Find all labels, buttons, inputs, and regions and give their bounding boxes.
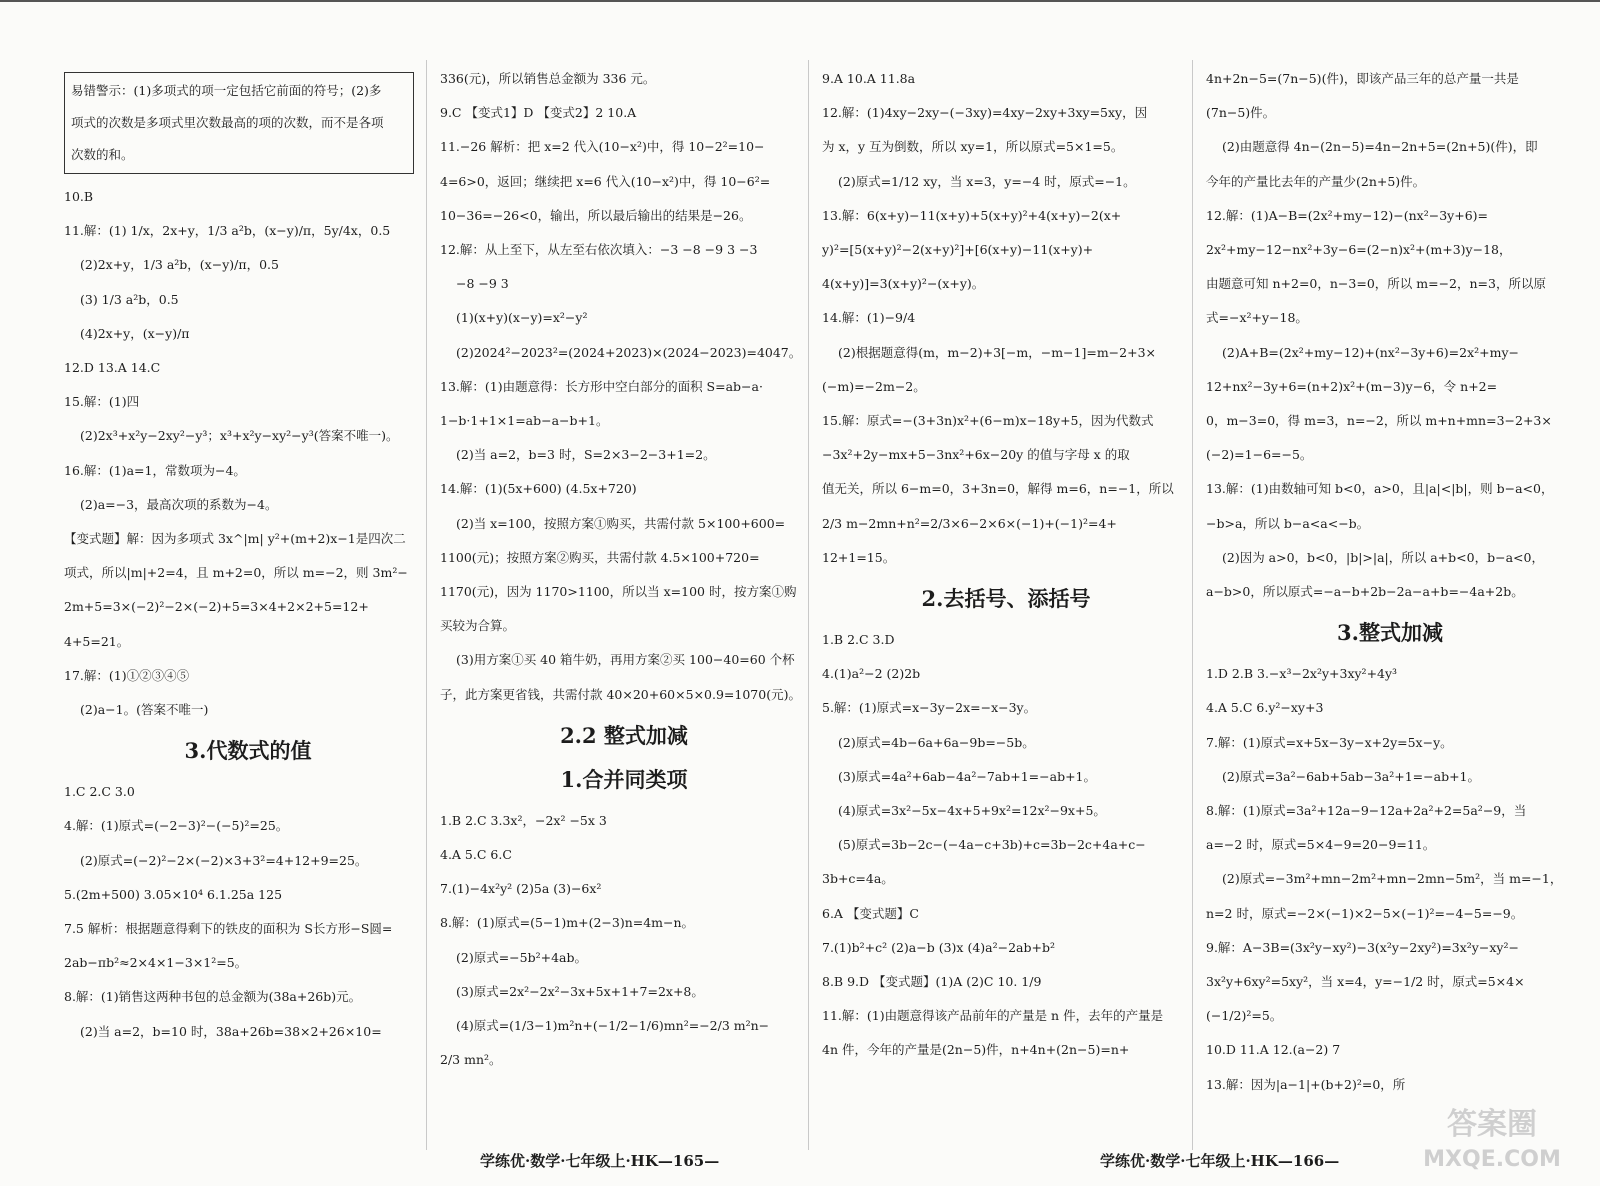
answer-line: 式=−x²+y−18。 <box>1206 310 1308 326</box>
answer-line: 2ab−πb²≈2×4×1−3×1²=5。 <box>64 955 248 971</box>
answer-line: (2)原式=(−2)²−2×(−2)×3+3²=4+12+9=25。 <box>80 852 368 868</box>
text-line: 项式的次数是多项式里次数最高的项的次数，而不是各项 <box>71 115 384 130</box>
answer-line: 7.(1)−4x²y² (2)5a (3)−6x² <box>440 881 602 897</box>
answer-line: 为 x，y 互为倒数，所以 xy=1，所以原式=5×1=5。 <box>822 139 1124 155</box>
answer-line: 8.B 9.D 【变式题】(1)A (2)C 10. 1/9 <box>822 974 1042 990</box>
answer-line: 0，m−3=0，得 m=3，n=−2，所以 m+n+mn=3−2+3× <box>1206 413 1552 429</box>
page-footer-right: 学练优·数学·七年级上·HK—166— <box>1100 1152 1340 1170</box>
answer-line: −b>a，所以 b−a<a<−b。 <box>1206 515 1370 531</box>
answer-line: 13.解：(1)由数轴可知 b<0，a>0，且|a|<|b|，则 b−a<0， <box>1206 481 1554 497</box>
answer-line: 2/3 m−2mn+n²=2/3×6−2×6×(−1)+(−1)²=4+ <box>822 515 1117 531</box>
answer-line: 3x²y+6xy²=5xy²，当 x=4，y=−1/2 时，原式=5×4× <box>1206 974 1525 990</box>
answer-line: 1−b·1+1×1=ab−a−b+1。 <box>440 413 609 429</box>
column-divider <box>808 60 809 1150</box>
answer-line: −3x²+2y−mx+5−3nx²+6x−20y 的值与字母 x 的取 <box>822 447 1130 463</box>
answer-line: (2)a−1。(答案不唯一) <box>80 702 209 718</box>
answer-line: −8 −9 3 <box>456 276 509 292</box>
answer-line: (2)A+B=(2x²+my−12)+(nx²−3y+6)=2x²+my− <box>1222 344 1520 360</box>
answer-line: (2)原式=3a²−6ab+5ab−3a²+1=−ab+1。 <box>1222 768 1481 784</box>
answer-line: n=2 时，原式=−2×(−1)×2−5×(−1)²=−4−5=−9。 <box>1206 905 1524 921</box>
answer-line: 4.A 5.C 6.C <box>440 847 512 863</box>
answer-line: 17.解：(1)①②③④⑤ <box>64 667 190 683</box>
answer-line: (3) 1/3 a²b，0.5 <box>80 291 179 307</box>
answer-line: (−m)=−2m−2。 <box>822 378 926 394</box>
answer-line: 15.解：(1)四 <box>64 394 140 410</box>
answer-line: (4)原式=(1/3−1)m²n+(−1/2−1/6)mn²=−2/3 m²n− <box>456 1018 770 1034</box>
answer-line: 11.−26 解析：把 x=2 代入(10−x²)中，得 10−2²=10− <box>440 139 765 155</box>
answer-line: 1.D 2.B 3.−x³−2x²y+3xy²+4y³ <box>1206 666 1398 682</box>
answer-line: 10−36=−26<0，输出，所以最后输出的结果是−26。 <box>440 207 752 223</box>
answer-line: 9.解：A−3B=(3x²y−xy²)−3(x²y−2xy²)=3x²y−xy²− <box>1206 939 1519 955</box>
answer-line: (−1/2)²=5。 <box>1206 1008 1283 1024</box>
answer-line: 2x²+my−12−nx²+3y−6=(2−n)x²+(m+3)y−18， <box>1206 242 1512 258</box>
section-heading: 3.整式加减 <box>1337 620 1443 646</box>
answer-line: 12+nx²−3y+6=(n+2)x²+(m−3)y−6，令 n+2= <box>1206 378 1498 394</box>
answer-line: 子，此方案更省钱，共需付款 40×20+60×5×0.9=1070(元)。 <box>440 686 801 702</box>
answer-line: 4+5=21。 <box>64 633 130 649</box>
error-warning-box <box>64 72 414 174</box>
answer-line: 7.5 解析：根据题意得剩下的铁皮的面积为 S长方形−S圆= <box>64 921 393 937</box>
answer-line: (2)原式=4b−6a+6a−9b=−5b。 <box>838 734 1035 750</box>
answer-line: (2)原式=1/12 xy，当 x=3，y=−4 时，原式=−1。 <box>838 173 1136 189</box>
answer-line: 7.解：(1)原式=x+5x−3y−x+2y=5x−y。 <box>1206 734 1453 750</box>
answer-line: (5)原式=3b−2c−(−4a−c+3b)+c=3b−2c+4a+c− <box>838 837 1146 853</box>
answer-line: 2m+5=3×(−2)²−2×(−2)+5=3×4+2×2+5=12+ <box>64 599 369 615</box>
answer-line: 13.解：因为|a−1|+(b+2)²=0，所 <box>1206 1076 1406 1092</box>
answer-line: 4.A 5.C 6.y²−xy+3 <box>1206 700 1324 716</box>
answer-line: 项式，所以|m|+2=4，且 m+2=0，所以 m=−2，则 3m²− <box>64 565 408 581</box>
answer-line: (2)原式=−3m²+mn−2m²+mn−2mn−5m²，当 m=−1， <box>1222 871 1563 887</box>
column-1 <box>64 62 432 1049</box>
answer-line: (2)原式=−5b²+4ab。 <box>456 949 587 965</box>
section-heading: 2.去括号、添括号 <box>921 586 1091 612</box>
answer-line: 1170(元)，因为 1170>1100，所以当 x=100 时，按方案①购 <box>440 584 797 600</box>
answer-line: 4n 件，今年的产量是(2n−5)件，n+4n+(2n−5)=n+ <box>822 1042 1130 1058</box>
answer-line: 2/3 mn²。 <box>440 1052 502 1068</box>
section-heading: 2.2 整式加减 <box>560 722 688 748</box>
answer-line: (3)原式=2x²−2x²−3x+5x+1+7=2x+8。 <box>456 983 704 999</box>
column-divider <box>1192 60 1193 1150</box>
text-line: 易错警示：(1)多项式的项一定包括它前面的符号；(2)多 <box>71 83 382 98</box>
answer-line: 【变式题】解：因为多项式 3x^|m| y²+(m+2)x−1是四次二 <box>64 531 406 547</box>
watermark-text: 答案圈 <box>1447 1107 1537 1142</box>
page-top-edge <box>0 0 1600 2</box>
answer-line: 3b+c=4a。 <box>822 871 894 887</box>
answer-line: (4)原式=3x²−5x−4x+5+9x²=12x²−9x+5。 <box>838 803 1106 819</box>
answer-line: y)²=[5(x+y)²−2(x+y)²]+[6(x+y)−11(x+y)+ <box>822 242 1094 258</box>
answer-line: 9.A 10.A 11.8a <box>822 71 916 86</box>
answer-line: (2)2024²−2023²=(2024+2023)×(2024−2023)=4047。 <box>456 344 802 360</box>
page-footer-left: 学练优·数学·七年级上·HK—165— <box>480 1152 720 1170</box>
answer-line: (1)(x+y)(x−y)=x²−y² <box>456 310 588 326</box>
answer-line: 5.解：(1)原式=x−3y−2x=−x−3y。 <box>822 700 1037 716</box>
answer-line: 7.(1)b²+c² (2)a−b (3)x (4)a²−2ab+b² <box>822 939 1055 955</box>
answer-line: 10.D 11.A 12.(a−2) 7 <box>1206 1042 1341 1058</box>
answer-line: 今年的产量比去年的产量少(2n+5)件。 <box>1206 173 1426 189</box>
answer-line: 12.解：(1)4xy−2xy−(−3xy)=4xy−2xy+3xy=5xy，因 <box>822 105 1148 121</box>
answer-line: 12.D 13.A 14.C <box>64 360 161 376</box>
answer-line: (−2)=1−6=−5。 <box>1206 447 1313 463</box>
answer-line: 1.B 2.C 3.D <box>822 632 895 648</box>
answer-line: 1.C 2.C 3.0 <box>64 784 135 800</box>
answer-line: 买较为合算。 <box>440 618 516 634</box>
answer-line: (2)由题意得 4n−(2n−5)=4n−2n+5=(2n+5)(件)，即 <box>1222 139 1538 155</box>
answer-line: 336(元)，所以销售总金额为 336 元。 <box>440 71 656 86</box>
answer-line: (2)当 a=2，b=3 时，S=2×3−2−3+1=2。 <box>456 447 716 463</box>
answer-line: 1.B 2.C 3.3x²，−2x² −5x 3 <box>440 812 607 828</box>
answer-line: (2)当 a=2，b=10 时，38a+26b=38×2+26×10= <box>80 1023 382 1039</box>
answer-line: (2)根据题意得(m，m−2)+3[−m，−m−1]=m−2+3× <box>838 344 1157 360</box>
answer-line: 4.(1)a²−2 (2)2b <box>822 666 921 682</box>
answer-line: 8.解：(1)原式=(5−1)m+(2−3)n=4m−n。 <box>440 915 695 931</box>
answer-line: 14.解：(1)(5x+600) (4.5x+720) <box>440 481 637 497</box>
answer-line: 11.解：(1)由题意得该产品前年的产量是 n 件，去年的产量是 <box>822 1008 1164 1024</box>
answer-line: 由题意可知 n+2=0，n−3=0，所以 m=−2，n=3，所以原 <box>1206 276 1546 292</box>
column-2 <box>440 62 808 1077</box>
answer-line: (3)原式=4a²+6ab−4a²−7ab+1=−ab+1。 <box>838 768 1097 784</box>
answer-line: 16.解：(1)a=1，常数项为−4。 <box>64 462 246 478</box>
answer-line: a−b>0，所以原式=−a−b+2b−2a−a+b=−4a+2b。 <box>1206 584 1524 600</box>
answer-line: 11.解：(1) 1/x，2x+y，1/3 a²b，(x−y)/π，5y/4x，0.5 <box>64 223 391 239</box>
answer-line: 值无关，所以 6−m=0，3+3n=0，解得 m=6，n=−1，所以 <box>822 481 1174 497</box>
answer-line: a=−2 时，原式=5×4−9=20−9=11。 <box>1206 837 1436 853</box>
answer-line: 4=6>0，返回；继续把 x=6 代入(10−x²)中，得 10−6²= <box>440 173 771 189</box>
answer-line: 10.B <box>64 189 94 204</box>
answer-line: 12+1=15。 <box>822 549 896 565</box>
answer-line: 4(x+y)]=3(x+y)²−(x+y)。 <box>822 276 985 292</box>
answer-line: 12.解：(1)A−B=(2x²+my−12)−(nx²−3y+6)= <box>1206 207 1489 223</box>
answer-line: 1100(元)；按照方案②购买，共需付款 4.5×100+720= <box>440 549 760 565</box>
answer-line: 5.(2m+500) 3.05×10⁴ 6.1.25a 125 <box>64 886 283 902</box>
answer-line: (2)2x³+x²y−2xy²−y³；x³+x²y−xy²−y³(答案不唯一)。 <box>80 428 399 444</box>
answer-line: 6.A 【变式题】C <box>822 905 919 921</box>
column-3 <box>822 62 1190 1068</box>
answer-line: (4)2x+y，(x−y)/π <box>80 325 190 341</box>
section-heading: 3.代数式的值 <box>184 738 312 764</box>
answer-line: 13.解：6(x+y)−11(x+y)+5(x+y)²+4(x+y)−2(x+ <box>822 207 1122 223</box>
column-4 <box>1206 62 1574 1102</box>
column-divider <box>426 60 427 1150</box>
answer-line: 8.解：(1)销售这两种书包的总金额为(38a+26b)元。 <box>64 989 362 1005</box>
answer-line: 4.解：(1)原式=(−2−3)²−(−5)²=25。 <box>64 818 289 834</box>
answer-line: 8.解：(1)原式=3a²+12a−9−12a+2a²+2=5a²−9，当 <box>1206 803 1527 819</box>
answer-line: (2)因为 a>0，b<0，|b|>|a|，所以 a+b<0，b−a<0， <box>1222 549 1544 565</box>
answer-line: (2)当 x=100，按照方案①购买，共需付款 5×100+600= <box>456 515 786 531</box>
answer-line: (7n−5)件。 <box>1206 105 1276 121</box>
answer-line: (3)用方案①买 40 箱牛奶，再用方案②买 100−40=60 个杯 <box>456 652 795 668</box>
answer-line: (2)a=−3，最高次项的系数为−4。 <box>80 496 278 512</box>
answer-line: 14.解：(1)−9/4 <box>822 310 916 326</box>
watermark-url: MXQE.COM <box>1423 1147 1561 1172</box>
answer-line: 12.解：从上至下，从左至右依次填入：−3 −8 −9 3 −3 <box>440 242 758 258</box>
answer-line: 15.解：原式=−(3+3n)x²+(6−m)x−18y+5，因为代数式 <box>822 413 1154 429</box>
watermark-logo <box>1404 1096 1580 1176</box>
answer-line: 4n+2n−5=(7n−5)(件)，即该产品三年的总产量一共是 <box>1206 71 1519 86</box>
answer-line: 9.C 【变式1】D 【变式2】2 10.A <box>440 105 637 121</box>
answer-line: 13.解：(1)由题意得：长方形中空白部分的面积 S=ab−a· <box>440 378 763 394</box>
subsection-heading: 1.合并同类项 <box>560 766 688 792</box>
text-line: 次数的和。 <box>71 147 134 162</box>
answer-line: (2)2x+y，1/3 a²b，(x−y)/π，0.5 <box>80 257 279 273</box>
